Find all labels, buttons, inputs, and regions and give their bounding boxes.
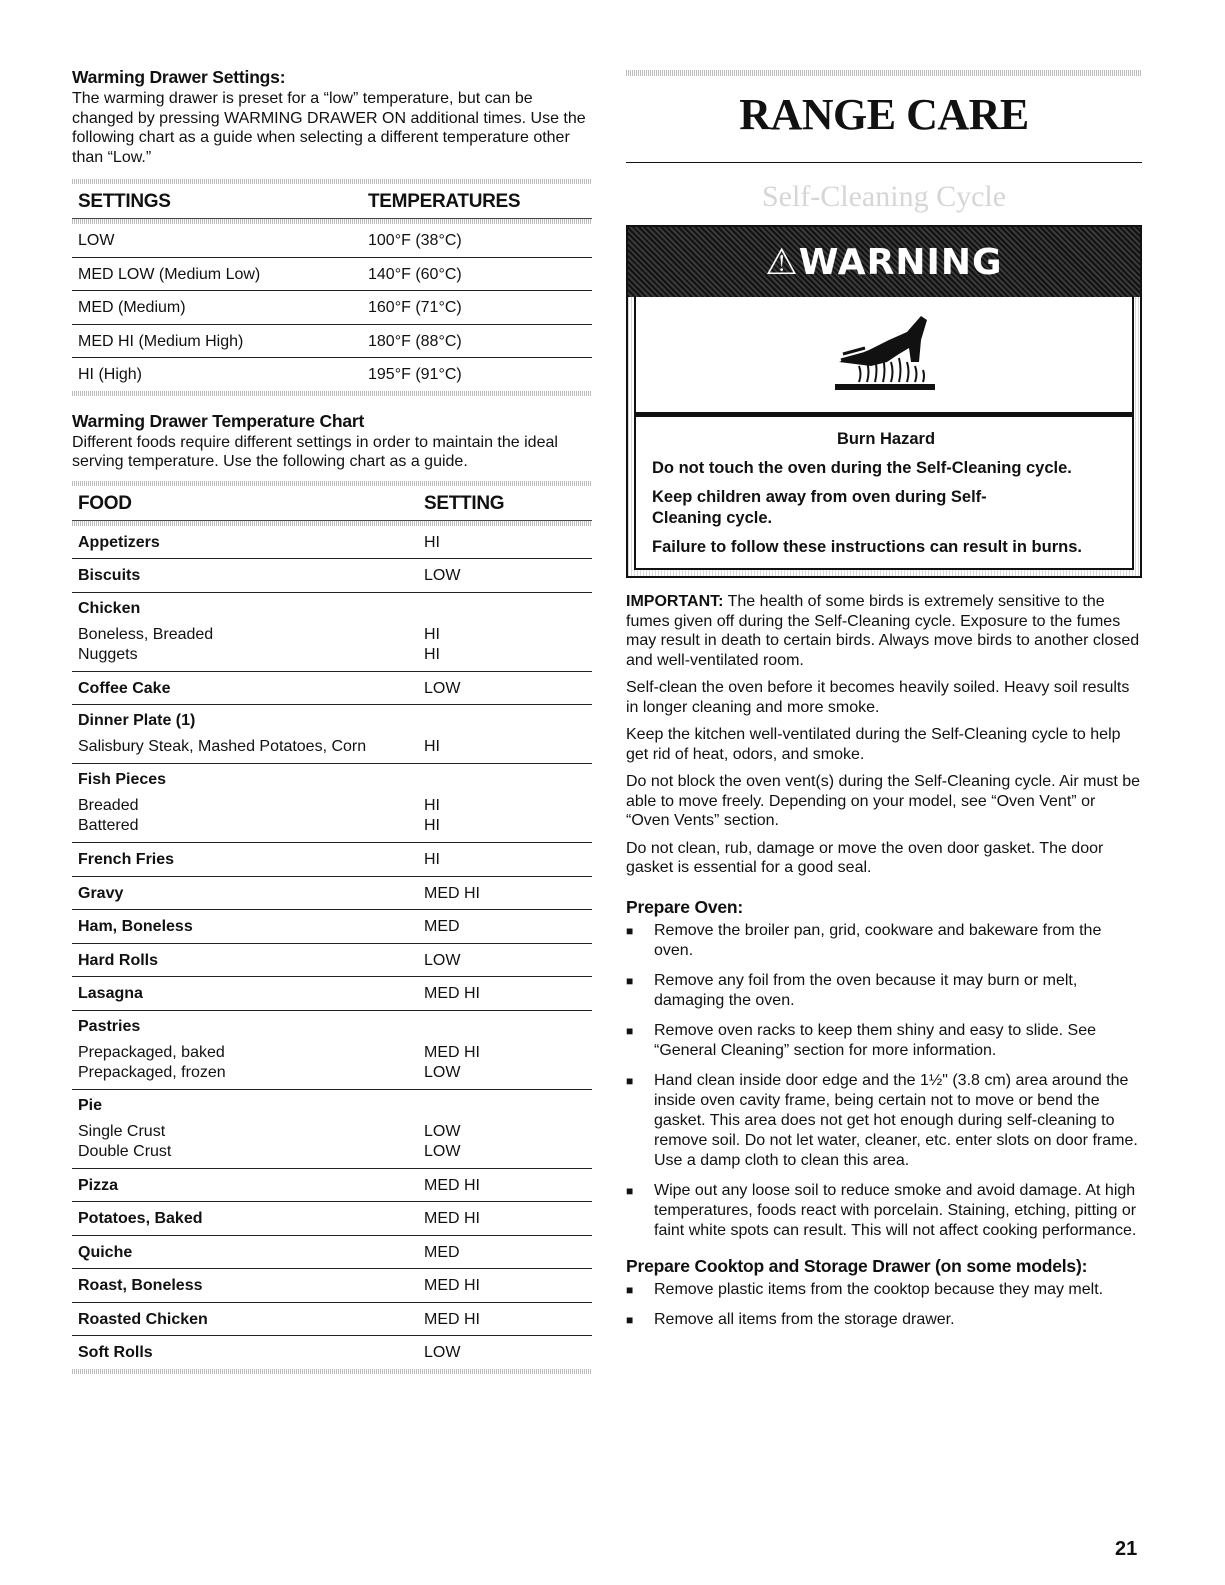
setting-cell: HI: [424, 738, 440, 755]
sub-row: [78, 796, 592, 816]
food-cell: Potatoes, Baked: [78, 1210, 203, 1227]
sub-row: [78, 1122, 592, 1142]
setting-cell: HI: [424, 645, 440, 663]
warming-settings-intro: The warming drawer is preset for a “low” temperature, but can be changed by pressing WARMING DRAWER ON additional times. Use the following chart as a guide when selecting a different temperature other than “Low.”: [72, 90, 586, 166]
sub-row: [78, 1142, 592, 1162]
table-row-group: [72, 593, 592, 672]
bullet-icon: ■: [626, 1023, 634, 1038]
title-rule: [626, 162, 1142, 163]
warning-text: [634, 414, 1134, 570]
table-row: [72, 224, 592, 258]
setting-cell: MED HI: [424, 1210, 480, 1227]
right-column: [626, 70, 1142, 1340]
setting-cell: MED LOW (Medium Low): [78, 265, 261, 283]
food-cell: Biscuits: [78, 567, 141, 584]
temp-cell: 140°F (60°C): [368, 265, 462, 283]
food-cell: Soft Rolls: [78, 1344, 153, 1361]
page-title: RANGE CARE: [739, 90, 1029, 139]
table-row: [72, 358, 592, 391]
bullet-icon: ■: [626, 973, 634, 988]
bullet-icon: ■: [626, 1073, 634, 1088]
table-row: [72, 559, 592, 593]
table-row: [72, 1303, 592, 1337]
list-item: [626, 1280, 1142, 1300]
table-row: [72, 672, 592, 706]
table-row: [72, 325, 592, 359]
temp-chart-intro: Different foods require different settings in order to maintain the ideal serving temperature. Use the following chart as a guide.: [72, 433, 558, 470]
col-header-settings: SETTINGS: [78, 191, 171, 212]
page-number: 21: [1115, 1538, 1138, 1560]
important-paragraph: [626, 592, 1142, 670]
food-group-label: Fish Pieces: [78, 771, 167, 788]
food-group-label: Pastries: [78, 1017, 141, 1035]
left-column: [72, 66, 592, 1374]
warning-line: Failure to follow these instructions can result in burns.: [652, 538, 1082, 556]
table-row: [72, 258, 592, 292]
setting-cell: HI: [424, 817, 440, 834]
prepare-cooktop-list: [626, 1280, 1142, 1330]
food-group-label: Dinner Plate (1): [78, 712, 196, 729]
table-bottom-rule: [72, 1369, 592, 1374]
list-item: [626, 971, 1142, 1011]
body-paragraph: Do not block the oven vent(s) during the Self-Cleaning cycle. Air must be able to move freely. Depending on your model, see “Oven Vent” or “Oven Vents” section.: [626, 773, 1141, 829]
table-row: [72, 1236, 592, 1270]
food-cell: Hard Rolls: [78, 951, 159, 969]
food-cell: Pizza: [78, 1176, 119, 1194]
setting-cell: MED HI: [424, 985, 480, 1002]
setting-cell: LOW: [424, 1344, 461, 1361]
temp-cell: 180°F (88°C): [368, 332, 462, 350]
setting-cell: HI: [424, 851, 440, 868]
list-item-text: Remove any foil from the oven because it may burn or melt, damaging the oven.: [654, 971, 1078, 1009]
table-row: [72, 944, 592, 978]
col-header-temperatures: TEMPERATURES: [368, 191, 521, 212]
setting-cell: HI (High): [78, 366, 143, 383]
warning-line: Do not touch the oven during the Self-Cleaning cycle.: [652, 459, 1072, 477]
sub-row: [78, 1043, 592, 1063]
table-row: [72, 1202, 592, 1236]
temp-chart-heading: Warming Drawer Temperature Chart: [72, 410, 365, 431]
list-item: [626, 921, 1142, 961]
food-cell: Breaded: [78, 797, 139, 814]
list-item-text: Remove the broiler pan, grid, cookware and bakeware from the oven.: [654, 921, 1102, 959]
bullet-icon: ■: [626, 1183, 634, 1198]
list-item: [626, 1021, 1142, 1061]
hand-burn-icon: [829, 310, 939, 400]
food-cell: Double Crust: [78, 1142, 172, 1160]
bullet-icon: ■: [626, 1282, 634, 1297]
settings-table-header: [72, 184, 592, 219]
col-header-food: FOOD: [78, 492, 132, 514]
table-row-group: [72, 1011, 592, 1090]
table-bottom-rule: [72, 391, 592, 396]
food-cell: Roast, Boneless: [78, 1277, 203, 1294]
sub-row: [78, 625, 592, 645]
list-item-text: Wipe out any loose soil to reduce smoke and avoid damage. At high temperatures, foods react with porcelain. Staining, etching, pitting or faint white spots can result. This will not affect cooking performance.: [654, 1181, 1137, 1239]
table-row: [72, 877, 592, 911]
hazard-title: Burn Hazard: [836, 430, 936, 448]
setting-cell: LOW: [78, 232, 115, 249]
food-cell: Salisbury Steak, Mashed Potatoes, Corn: [78, 738, 367, 755]
setting-cell: MED HI: [424, 1176, 480, 1194]
food-cell: Single Crust: [78, 1122, 166, 1140]
table-row: [72, 526, 592, 560]
table-row: [72, 977, 592, 1011]
sub-row: [78, 645, 592, 665]
list-item-text: Remove oven racks to keep them shiny and easy to slide. See “General Cleaning” section for more information.: [654, 1021, 1097, 1059]
body-paragraph: Do not clean, rub, damage or move the oven door gasket. The door gasket is essential for a good seal.: [626, 839, 1104, 876]
setting-cell: MED HI: [424, 1043, 480, 1061]
sub-row: [78, 737, 592, 757]
table-row: [72, 1336, 592, 1369]
list-item-text: Hand clean inside door edge and the 1½" (3.8 cm) area around the inside oven cavity frame, being certain not to move or bend the gasket. This area does not get hot enough during self-cleaning to remove soil. Do not let water, cleaner, etc. enter slots on door frame. Use a damp cloth to clean this area.: [654, 1071, 1138, 1169]
food-group-label: Chicken: [78, 599, 141, 617]
setting-cell: HI: [424, 625, 440, 643]
food-cell: Ham, Boneless: [78, 918, 193, 935]
warning-icon-panel: [634, 297, 1134, 414]
list-item: [626, 1310, 1142, 1330]
table-row-group: [72, 705, 592, 764]
food-cell: Prepackaged, baked: [78, 1043, 225, 1061]
table-row: [72, 910, 592, 944]
setting-cell: LOW: [424, 567, 461, 584]
sub-row: [78, 816, 592, 836]
top-shaded-rule: [626, 70, 1142, 76]
food-cell: Battered: [78, 817, 139, 834]
food-group-label: Pie: [78, 1096, 103, 1114]
setting-cell: HI: [424, 797, 440, 814]
food-cell: Nuggets: [78, 645, 138, 663]
warning-label: ⚠WARNING: [765, 241, 1003, 283]
list-item: [626, 1181, 1142, 1241]
settings-table-body: [72, 224, 592, 391]
food-cell: Boneless, Breaded: [78, 625, 214, 643]
table-row: [72, 843, 592, 877]
food-cell: Coffee Cake: [78, 679, 171, 697]
food-cell: Quiche: [78, 1243, 133, 1261]
prepare-oven-list: [626, 921, 1142, 1241]
table-row: [72, 291, 592, 325]
food-cell: Prepackaged, frozen: [78, 1063, 226, 1081]
food-cell: Gravy: [78, 884, 124, 902]
setting-cell: HI: [424, 533, 440, 551]
setting-cell: LOW: [424, 1122, 461, 1140]
setting-cell: LOW: [424, 679, 461, 697]
body-paragraph: Self-clean the oven before it becomes heavily soiled. Heavy soil results in longer cleaning and more smoke.: [626, 679, 1130, 716]
warning-line: Keep children away from oven during Self-Cleaning cycle.: [652, 488, 987, 527]
table-row: [72, 1269, 592, 1303]
setting-cell: MED: [424, 918, 460, 935]
setting-cell: LOW: [424, 951, 461, 969]
setting-cell: LOW: [424, 1142, 461, 1160]
warming-settings-heading: Warming Drawer Settings:: [72, 67, 286, 87]
table-row-group: [72, 1090, 592, 1169]
section-title: Self-Cleaning Cycle: [761, 180, 1007, 213]
table-row-group: [72, 764, 592, 843]
warning-frame: [628, 297, 1140, 576]
table-row: [72, 1169, 592, 1203]
sub-row: [78, 1063, 592, 1083]
list-item: [626, 1071, 1142, 1171]
setting-cell: MED HI: [424, 1310, 480, 1328]
list-item-text: Remove all items from the storage drawer.: [654, 1310, 955, 1328]
bullet-icon: ■: [626, 1312, 634, 1327]
prepare-oven-heading: Prepare Oven:: [626, 896, 744, 917]
setting-cell: MED HI (Medium High): [78, 332, 244, 350]
temp-cell: 160°F (71°C): [368, 299, 462, 316]
temp-cell: 195°F (91°C): [368, 366, 462, 383]
food-table: [72, 481, 592, 1374]
important-text: The health of some birds is extremely sensitive to the fumes given off during the Self-Cleaning cycle. Exposure to the fumes may result in death to certain birds. Always move birds to another closed and well-ventilated room.: [626, 593, 1140, 669]
prepare-cooktop-heading: Prepare Cooktop and Storage Drawer (on some models):: [626, 1255, 1088, 1276]
setting-cell: MED HI: [424, 1277, 480, 1294]
warning-box: [626, 225, 1142, 578]
setting-cell: LOW: [424, 1063, 461, 1081]
food-cell: Appetizers: [78, 533, 160, 551]
food-table-header: [72, 486, 592, 521]
list-item-text: Remove plastic items from the cooktop because they may melt.: [654, 1280, 1104, 1298]
body-paragraph: Keep the kitchen well-ventilated during the Self-Cleaning cycle to help get rid of heat, odors, and smoke.: [626, 726, 1121, 763]
setting-cell: MED: [424, 1243, 460, 1261]
col-header-setting: SETTING: [424, 492, 505, 514]
setting-cell: MED HI: [424, 884, 480, 902]
food-cell: Lasagna: [78, 985, 143, 1002]
bullet-icon: ■: [626, 923, 634, 938]
settings-table: [72, 179, 592, 396]
food-cell: Roasted Chicken: [78, 1310, 208, 1328]
temp-cell: 100°F (38°C): [368, 232, 462, 249]
food-cell: French Fries: [78, 851, 175, 868]
warning-header: [628, 227, 1140, 297]
setting-cell: MED (Medium): [78, 299, 186, 316]
important-label: IMPORTANT:: [626, 593, 724, 610]
